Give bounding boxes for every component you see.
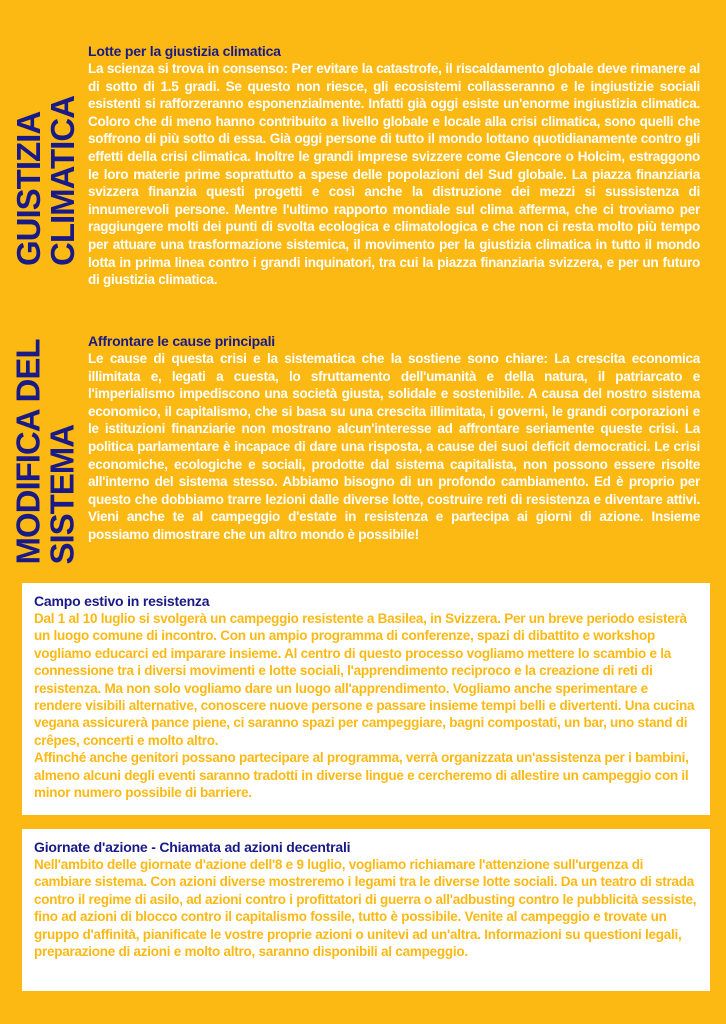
text-column (88, 333, 700, 544)
box-heading: Campo estivo in resistenza (34, 593, 210, 609)
box-heading: Giornate d'azione - Chiamata ad azioni decentrali (34, 839, 351, 855)
section-body: La scienza si trova in consenso: Per evitare la catastrofe, il riscaldamento globale deve rimanere al di sotto di 1.5 gradi. Se questo non riesce, gli ecosistemi collasseranno e le ingiustizie sociali esistenti si rafforzeranno esponenzialmente. Infatti già oggi esiste un'enorme ingiustizia climatica. Coloro che di meno hanno contribuito a livello globale e locale alla crisi climatica, sono quelli che soffrono di più sotto di essa. Già oggi persone di tutto il mondo lottano quotidianamente contro gli effetti della crisi climatica. Inoltre le grandi imprese svizzere come Glencore o Holcim, estraggono le loro materie prime soprattutto a spese delle popolazioni del Sud globale. La piazza finanziaria svizzera finanzia questi progetti e così anche la distruzione dei mezzi si sussistenza di innumerevoli persone. Mentre l'ultimo rapporto mondiale sul clima afferma, che ci troviamo per raggiungere molti dei punti di svolta ecologica e climatologica e che non ci resta molto più tempo per attuare una trasformazione sistemica, il movimento per la giustizia climatica in tutto il mondo lotta in prima linea contro i grandi inquinatori, tra cui la piazza finanziaria svizzera, e per un futuro di giustizia climatica. (88, 61, 700, 288)
text-column (88, 43, 700, 289)
box-body: Affinché anche genitori possano partecipare al programma, verrà organizzata un'assistenza per i bambini, almeno alcuni degli eventi saranno tradotti in diverse lingue e cercheremo di allestire un campeggio con il minor numero possibile di barriere. (34, 750, 689, 801)
action-days-box (22, 829, 710, 991)
section-climate-justice (0, 40, 726, 322)
section-heading: Lotte per la giustizia climatica (88, 43, 281, 59)
box-body: Dal 1 al 10 luglio si svolgerà un campeggio resistente a Basilea, in Svizzera. Per un breve periodo esisterà un luogo comune di incontro. Con un ampio programma di conferenze, spazi di dibattito e workshop vogliamo educarci ed imparare insieme. Al centro di questo processo vogliamo mettere lo scambio e la connessione tra i diversi movimenti e lotte sociali, l'apprendimento reciproco e la creazione di reti di resistenza. Ma non solo vogliamo dare un luogo all'apprendimento. Vogliamo anche sperimentare e rendere visibili alternative, conoscere nuove persone e passare insieme tempi belli e divertenti. Una cucina vegana assicurerà pance piene, ci saranno spazi per campeggiare, bagni compostati, un bar, uno stand di crêpes, concerti e molto altro. (34, 611, 695, 748)
side-title-system-change (8, 332, 84, 572)
summer-camp-box (22, 583, 710, 815)
box-body: Nell'ambito delle giornate d'azione dell'8 e 9 luglio, vogliamo richiamare l'attenzione sull'urgenza di cambiare sistema. Con azioni diverse mostreremo i legami tra le diverse lotte sociali. Da un teatro di strada contro il regime di asilo, ad azioni contro i profittatori di guerra o all'adbusting contro le pubblicità sessiste, fino ad azioni di blocco contro il capitalismo fossile, tutto è possibile. Venite al campeggio e trovate un gruppo d'affinità, pianificate le vostre proprie azioni o unitevi ad un'altra. Informazioni su questioni legali, preparazione di azioni e molto altro, saranno disponibili al campeggio. (34, 857, 697, 960)
section-system-change (0, 332, 726, 572)
side-title-line: SISTEMA (44, 424, 81, 565)
section-heading: Affrontare le cause principali (88, 333, 275, 349)
side-title-line: MODIFICA DEL (10, 339, 47, 565)
side-title-line: CLIMATICA (44, 95, 81, 267)
side-title-climate-justice (8, 40, 84, 322)
section-body: Le cause di questa crisi e la sistematica che la sostiene sono chiare: La crescita economica illimitata e, legati a cuesta, lo sfruttamento dell'umanità e della natura, il patriarcato e l'imperialismo impediscono una società giusta, solidale e sostenibile. A causa del nostro sistema economico, il capitalismo, che si basa su una crescita illimitata, i governi, le grandi corporazioni e le istituzioni finanziarie non mostrano alcun'interesse ad affrontare seriamente queste crisi. La politica parlamentare è incapace di dare una risposta, a cause dei suoi deficit democratici. Le crisi economiche, ecologiche e sociali, prodotte dal sistema capitalista, non possono essere risolte all'interno del sistema stesso. Abbiamo bisogno di un profondo cambiamento. Ed è proprio per questo che dobbiamo trarre lezioni dalle diverse lotte, costruire reti di resistenza e diventare attivi. Vieni anche te al campeggio d'estate in resistenza e partecipa ai giorni di azione. Insieme possiamo dimostrare che un altro mondo è possibile! (88, 351, 700, 542)
side-title-line: GUISTIZIA (10, 111, 47, 267)
